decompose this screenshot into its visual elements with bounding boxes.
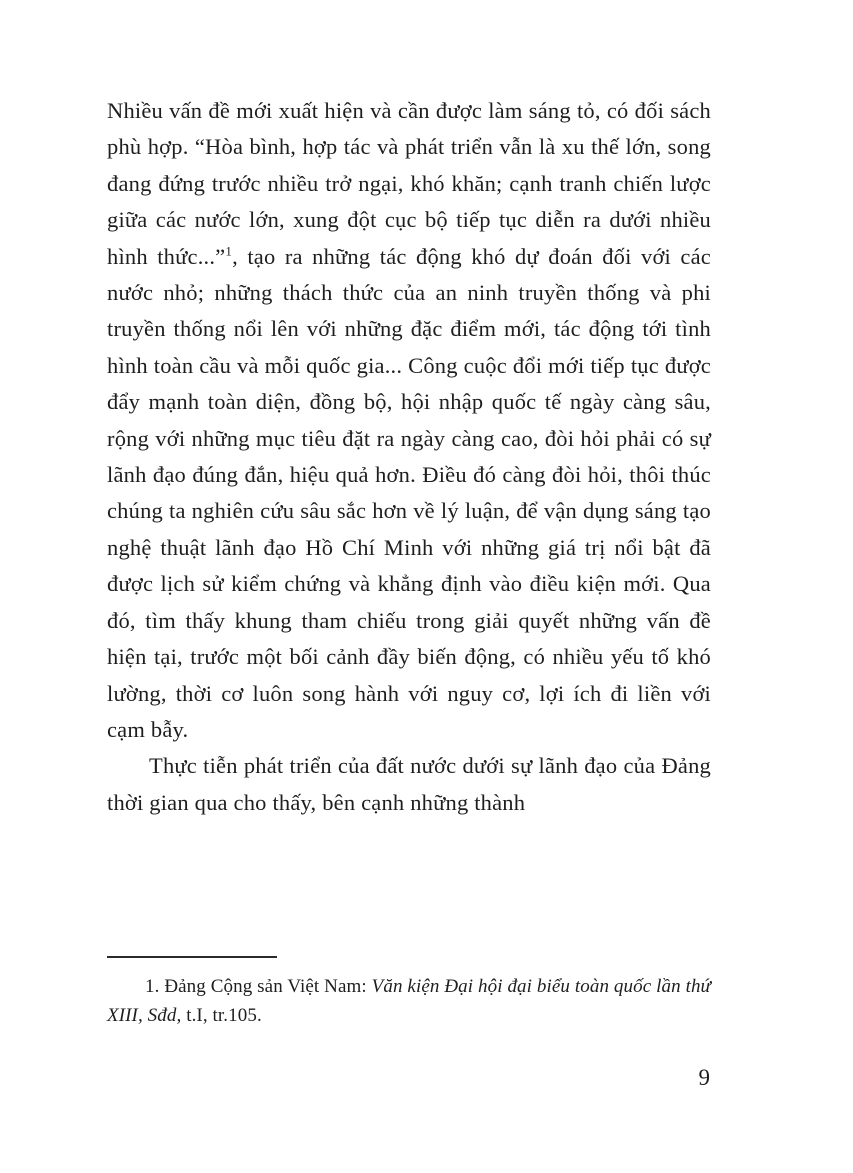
paragraph-2: Thực tiễn phát triển của đất nước dưới sự lãnh đạo của Đảng thời gian qua cho thấy, bên cạnh những thành <box>107 753 711 815</box>
paragraph-1 <box>107 93 711 748</box>
paragraph-1-text: Nhiều vấn đề mới xuất hiện và cần được làm sáng tỏ, có đối sách phù hợp. “Hòa bình, hợp tác và phát triển vẫn là xu thế lớn, song đang đứng trước nhiều trở ngại, khó khăn; cạnh tranh chiến lược giữa các nước lớn, xung đột cục bộ tiếp tục diễn ra dưới nhiều hình thức...” <box>107 98 711 269</box>
footnote-text <box>107 972 711 1030</box>
page-number: 9 <box>698 1065 710 1090</box>
paragraph-1-continuation: , tạo ra những tác động khó dự đoán đối với các nước nhỏ; những thách thức của an ninh truyền thống và phi truyền thống nổi lên với những đặc điểm mới, tác động tới tình hình toàn cầu và mỗi quốc gia... Công cuộc đổi mới tiếp tục được đẩy mạnh toàn diện, đồng bộ, hội nhập quốc tế ngày càng sâu, rộng với những mục tiêu đặt ra ngày càng cao, đòi hỏi phải có sự lãnh đạo đúng đắn, hiệu quả hơn. Điều đó càng đòi hỏi, thôi thúc chúng ta nghiên cứu sâu sắc hơn về lý luận, để vận dụng sáng tạo nghệ thuật lãnh đạo Hồ Chí Minh với những giá trị nổi bật đã được lịch sử kiểm chứng và khẳng định vào điều kiện mới. Qua đó, tìm thấy khung tham chiếu trong giải quyết những vấn đề hiện tại, trước một bối cảnh đầy biến động, có nhiều yếu tố khó lường, thời cơ luôn song hành với nguy cơ, lợi ích đi liền với cạm bẫy. <box>107 243 711 742</box>
footnote-citation-author: 1. Đảng Cộng sản Việt Nam: <box>145 976 372 997</box>
body-text <box>107 93 711 821</box>
footnote-block <box>107 956 711 1030</box>
footnote-separator-rule <box>107 956 277 958</box>
footnote-citation-pages: t.I, tr.105. <box>181 1005 262 1026</box>
footnote-citation-title: Văn kiện Đại hội đại biểu toàn quốc lần thứ XIII, Sđd, <box>107 976 712 1026</box>
footnote-reference-1: 1 <box>225 243 233 259</box>
